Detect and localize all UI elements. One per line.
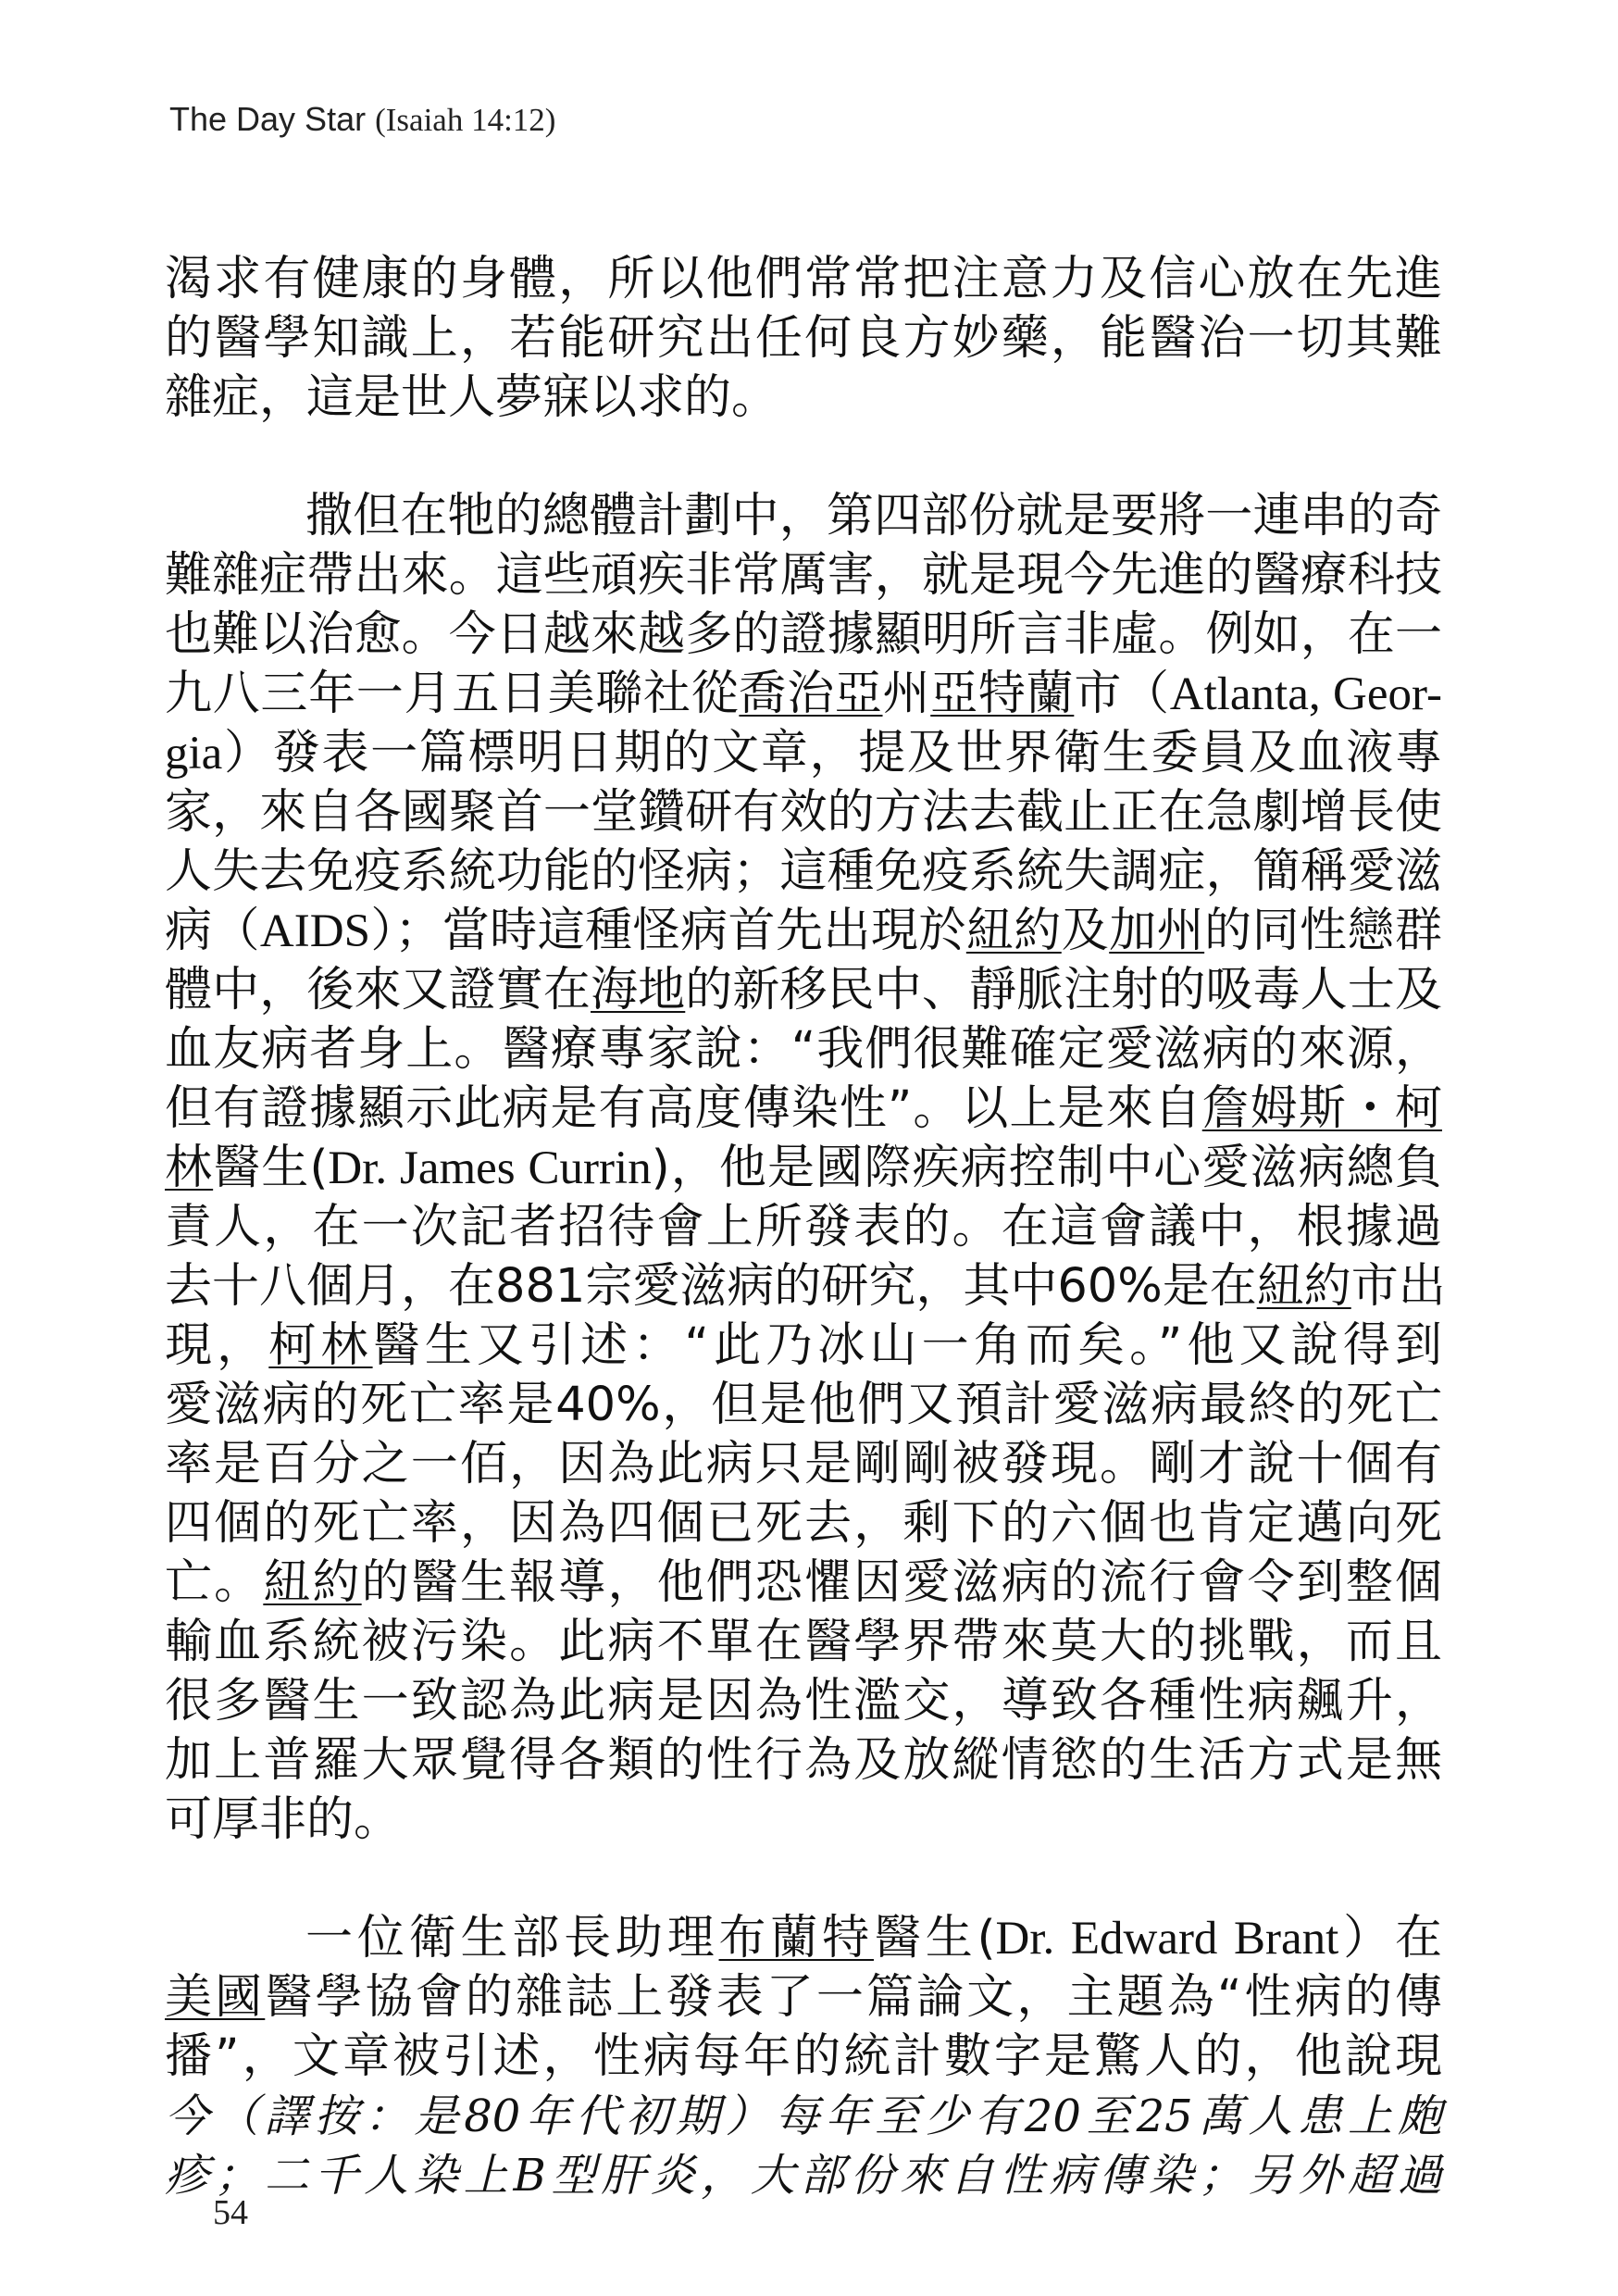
text-line: 輸血系統被污染。此病不單在醫學界帶來莫大的挑戰，而且 — [165, 1615, 1442, 1669]
text-line: 愛滋病的死亡率是40%，但是他們又預計愛滋病最終的死亡 — [165, 1378, 1442, 1432]
text-line: 雜症，這是世人夢寐以求的。 — [165, 370, 779, 425]
paragraph-3 — [165, 1909, 1442, 2205]
underlined-place-name: 加州 — [1109, 904, 1205, 958]
underlined-place-name: 美國 — [165, 1970, 266, 2025]
running-header — [169, 100, 555, 139]
text-line: 美國醫學協會的雜誌上發表了一篇論文，主題為“性病的傳 — [165, 1970, 1442, 2025]
text-line: 渴求有健康的身體，所以他們常常把注意力及信心放在先進 — [165, 252, 1442, 306]
underlined-place-name: 紐約 — [1256, 1259, 1351, 1314]
running-title: The Day Star — [169, 100, 367, 138]
text-line: 撒但在牠的總體計劃中，第四部份就是要將一連串的奇 — [305, 489, 1442, 543]
underlined-place-name: 亞特蘭 — [930, 667, 1075, 721]
paragraph-1 — [165, 250, 1442, 428]
underlined-person-name: 柯林 — [268, 1318, 373, 1373]
text-line: 家，來自各國聚首一堂鑽研有效的方法去截止正在急劇增長使 — [165, 785, 1442, 840]
underlined-place-name: 紐約 — [263, 1555, 362, 1610]
text-line: 很多醫生一致認為此病是因為性濫交，導致各種性病飆升， — [165, 1674, 1442, 1728]
underlined-place-name: 海地 — [591, 963, 686, 1017]
text-line: 的醫學知識上，若能研究出任何良方妙藥，能醫治一切其難 — [165, 311, 1442, 366]
text-line: 難雜症帶出來。這些頑疾非常厲害，就是現今先進的醫療科技 — [165, 548, 1442, 603]
text-line: 播”，文章被引述，性病每年的統計數字是驚人的，他說現 — [165, 2029, 1442, 2084]
text-line: 亡。紐約的醫生報導，他們恐懼因愛滋病的流行會令到整個 — [165, 1555, 1442, 1610]
body-text — [165, 250, 1446, 2205]
text-line: 人失去免疫系統功能的怪病；這種免疫系統失調症，簡稱愛滋 — [165, 844, 1442, 899]
quoted-passage — [165, 2087, 1442, 2205]
text-line: 一位衛生部長助理布蘭特醫生(Dr. Edward Brant）在 — [305, 1911, 1442, 1965]
text-line: 加上普羅大眾覺得各類的性行為及放縱情慾的生活方式是無 — [165, 1733, 1442, 1788]
text-line: gia）發表一篇標明日期的文章，提及世界衛生委員及血液專 — [165, 726, 1442, 780]
text-line: 但有證據顯示此病是有高度傳染性”。以上是來自詹姆斯・柯 — [165, 1081, 1442, 1136]
underlined-person-name: 詹姆斯・柯 — [1201, 1081, 1442, 1136]
text-line: 也難以治愈。今日越來越多的證據顯明所言非虛。例如，在一 — [165, 607, 1442, 662]
text-line: 四個的死亡率，因為四個已死去，剩下的六個也肯定邁向死 — [165, 1496, 1442, 1551]
scripture-reference: (Isaiah 14:12) — [375, 102, 556, 138]
text-line: 可厚非的。 — [165, 1792, 402, 1847]
text-line: 九八三年一月五日美聯社從喬治亞州亞特蘭市（Atlanta, Geor- — [165, 667, 1442, 721]
paragraph-2 — [165, 487, 1446, 1850]
underlined-person-name: 林 — [165, 1141, 214, 1195]
text-line: 去十八個月，在881宗愛滋病的研究，其中60%是在紐約市出 — [165, 1259, 1446, 1314]
text-line: 體中，後來又證實在海地的新移民中、靜脈注射的吸毒人士及 — [165, 963, 1442, 1017]
text-line: 現，柯林醫生又引述：“此乃冰山一角而矣。”他又說得到 — [165, 1318, 1442, 1373]
underlined-person-name: 布蘭特 — [718, 1911, 874, 1965]
text-line: 疹；二千人染上B型肝炎，大部份來自性病傳染；另外超過 — [165, 2150, 1442, 2202]
underlined-place-name: 喬治亞 — [739, 667, 883, 721]
page-number: 54 — [213, 2193, 248, 2232]
underlined-place-name: 紐約 — [965, 904, 1062, 958]
text-line: 率是百分之一佰，因為此病只是剛剛被發現。剛才說十個有 — [165, 1437, 1442, 1491]
text-line: 今（譯按：是80年代初期）每年至少有20至25萬人患上皰 — [165, 2090, 1442, 2142]
text-line: 責人，在一次記者招待會上所發表的。在這會議中，根據過 — [165, 1200, 1442, 1254]
text-line: 血友病者身上。醫療專家說：“我們很難確定愛滋病的來源， — [165, 1022, 1442, 1077]
text-line: 病（AIDS）；當時這種怪病首先出現於紐約及加州的同性戀群 — [165, 904, 1442, 958]
text-line: 林醫生(Dr. James Currin)，他是國際疾病控制中心愛滋病總負 — [165, 1141, 1442, 1195]
